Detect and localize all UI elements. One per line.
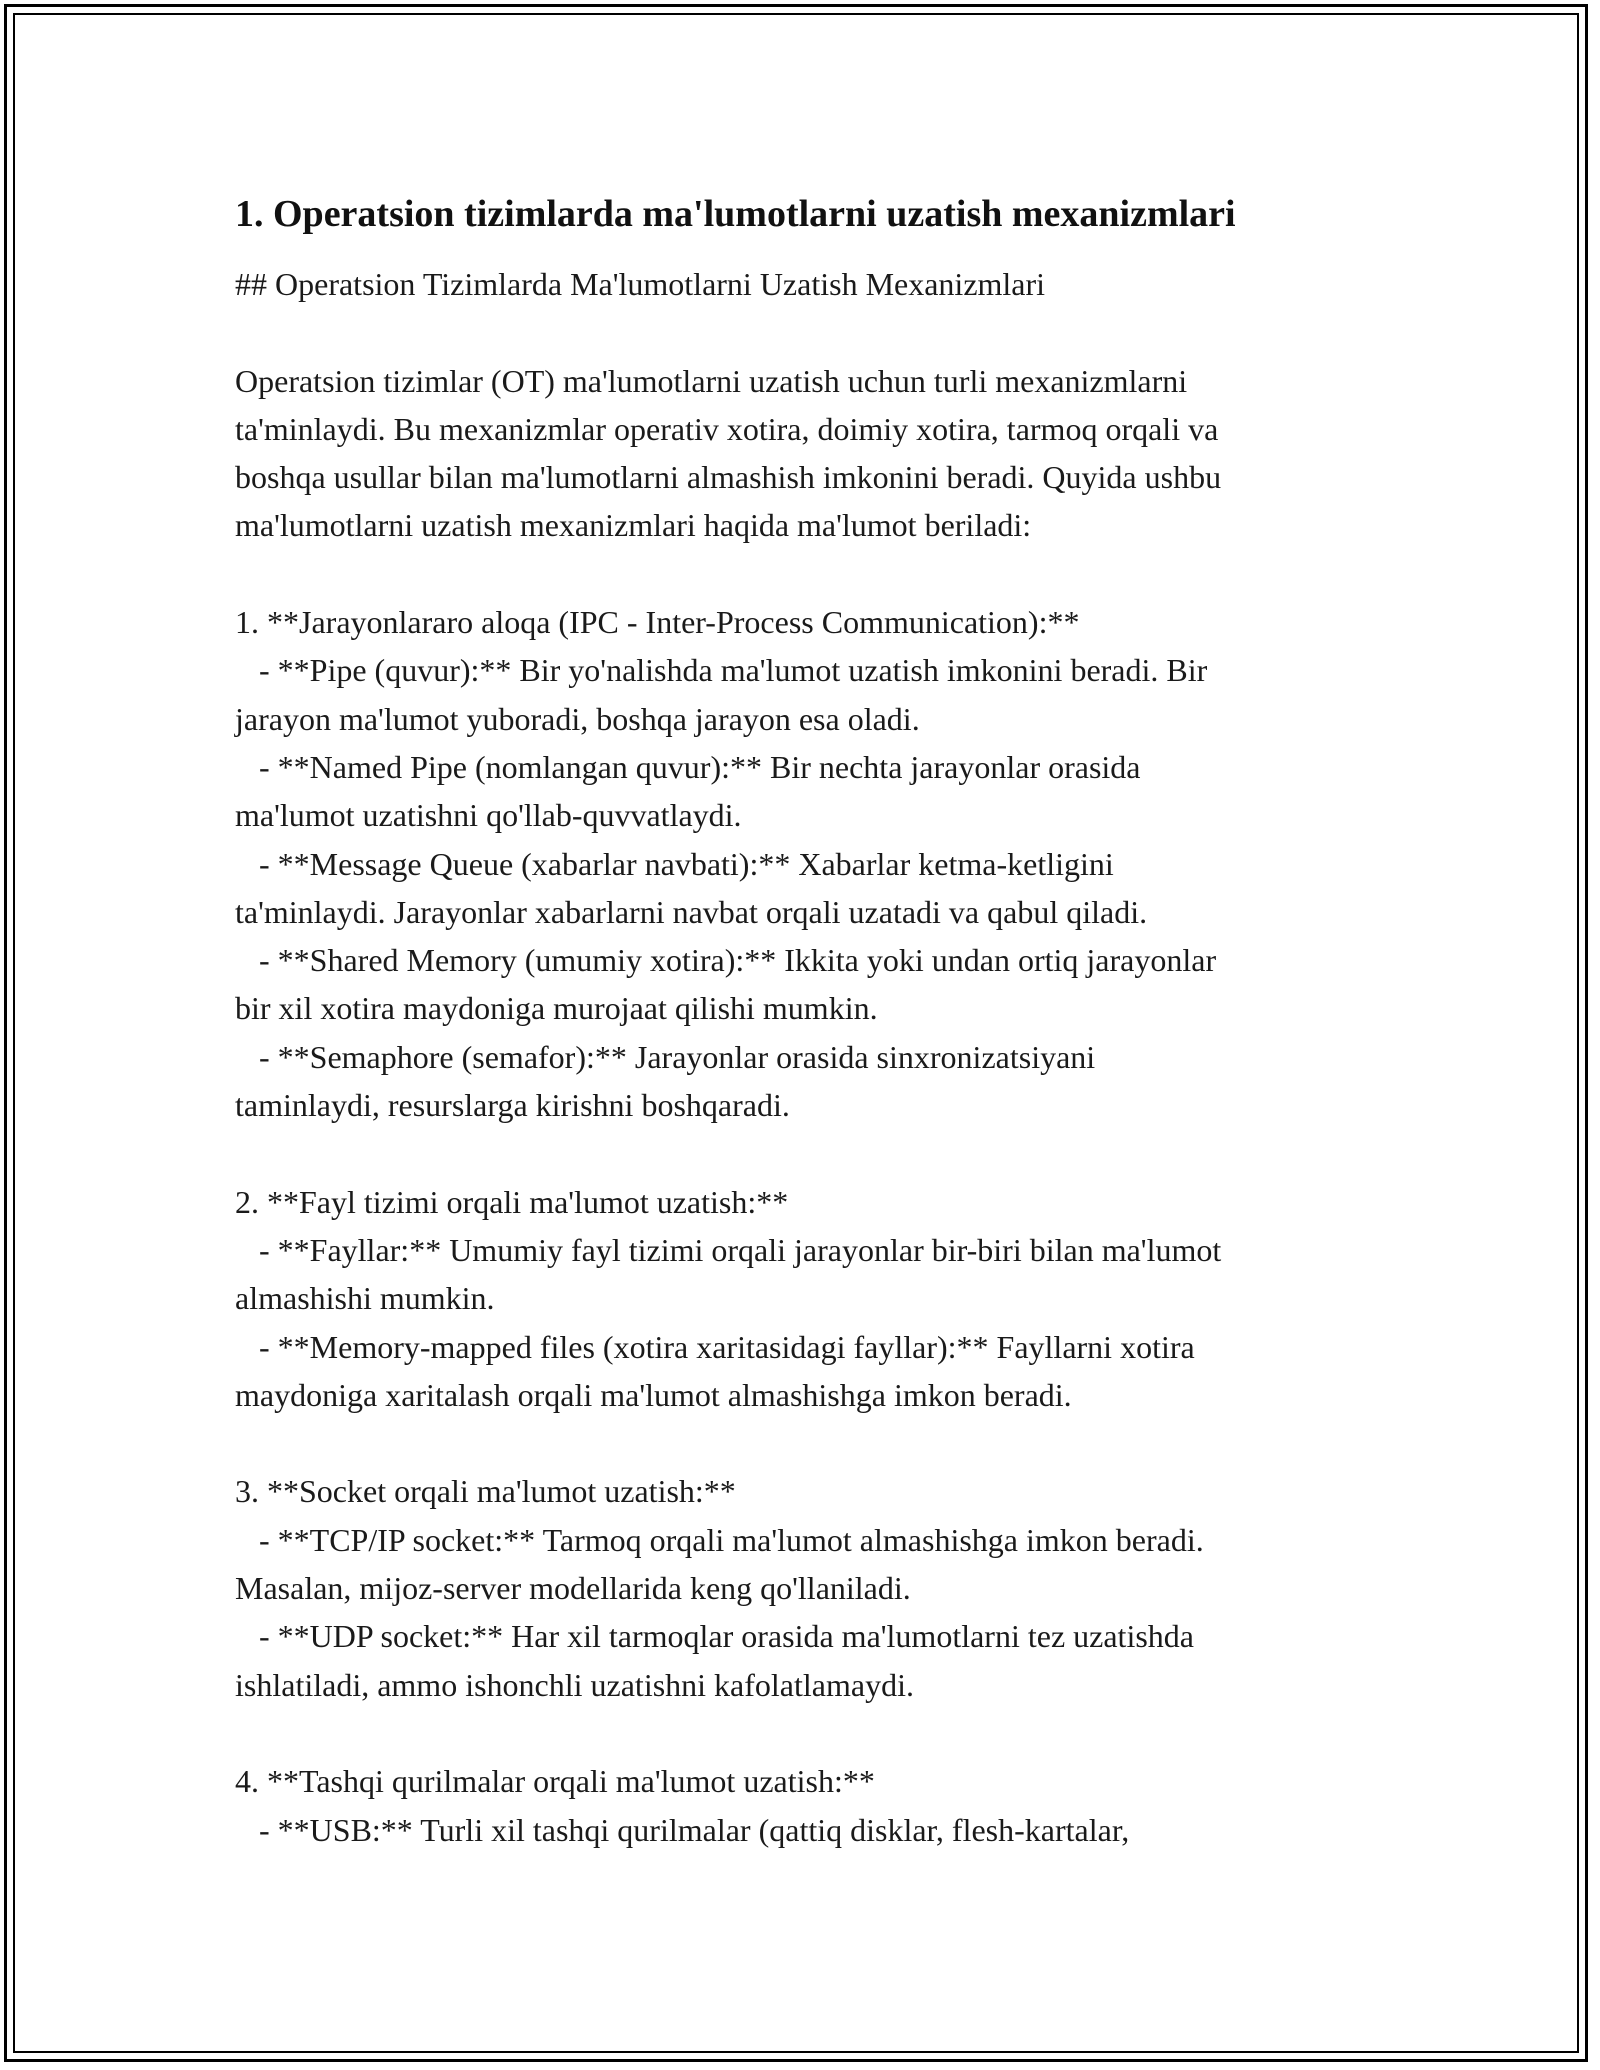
text-line: ta'minlaydi. Bu mexanizmlar operativ xotira, doimiy xotira, tarmoq orqali va xyxy=(235,410,1219,447)
text-line: jarayon ma'lumot yuboradi, boshqa jarayon esa oladi. xyxy=(235,700,920,737)
text-line xyxy=(235,1709,1415,1757)
text-line: - **Fayllar:** Umumiy fayl tizimi orqali jarayonlar bir-biri bilan ma'lumot xyxy=(235,1231,1222,1268)
document-body xyxy=(235,188,1415,1854)
text-line: ta'minlaydi. Jarayonlar xabarlarni navbat orqali uzatadi va qabul qiladi. xyxy=(235,893,1148,930)
text-line: Masalan, mijoz-server modellarida keng qo'llaniladi. xyxy=(235,1570,911,1607)
document-text xyxy=(235,260,1415,1854)
text-line: - **USB:** Turli xil tashqi qurilmalar (qattiq disklar, flesh-kartalar, xyxy=(235,1811,1130,1848)
text-line: - **UDP socket:** Har xil tarmoqlar orasida ma'lumotlarni tez uzatishda xyxy=(235,1618,1194,1655)
text-line: ishlatiladi, ammo ishonchli uzatishni kafolatlamaydi. xyxy=(235,1666,914,1703)
text-line xyxy=(235,1129,1415,1177)
text-line: - **Semaphore (semafor):** Jarayonlar orasida sinxronizatsiyani xyxy=(235,1038,1096,1075)
text-line: - **Pipe (quvur):** Bir yo'nalishda ma'lumot uzatish imkonini beradi. Bir xyxy=(235,652,1208,689)
text-line: ## Operatsion Tizimlarda Ma'lumotlarni Uzatish Mexanizmlari xyxy=(235,266,1046,302)
text-line: ma'lumotlarni uzatish mexanizmlari haqida ma'lumot beriladi: xyxy=(235,507,1032,544)
text-line xyxy=(235,308,1415,356)
text-line: - **Named Pipe (nomlangan quvur):** Bir nechta jarayonlar orasida xyxy=(235,748,1141,785)
text-line: Operatsion tizimlar (OT) ma'lumotlarni uzatish uchun turli mexanizmlarni xyxy=(235,362,1188,399)
text-line: - **Memory-mapped files (xotira xaritasidagi fayllar):** Fayllarni xotira xyxy=(235,1328,1195,1365)
text-line: - **Shared Memory (umumiy xotira):** Ikkita yoki undan ortiq jarayonlar xyxy=(235,942,1217,979)
text-line: 2. **Fayl tizimi orqali ma'lumot uzatish:** xyxy=(235,1183,789,1220)
text-line: ma'lumot uzatishni qo'llab-quvvatlaydi. xyxy=(235,797,742,834)
text-line xyxy=(235,550,1415,598)
text-line: taminlaydi, resurslarga kirishni boshqaradi. xyxy=(235,1087,790,1124)
text-line: maydoniga xaritalash orqali ma'lumot almashishga imkon beradi. xyxy=(235,1376,1072,1413)
text-line xyxy=(235,1419,1415,1467)
text-line: 1. **Jarayonlararo aloqa (IPC - Inter-Process Communication):** xyxy=(235,604,1080,641)
text-line: almashishi mumkin. xyxy=(235,1280,495,1317)
text-line: boshqa usullar bilan ma'lumotlarni almashish imkonini beradi. Quyida ushbu xyxy=(235,459,1222,496)
text-line: 4. **Tashqi qurilmalar orqali ma'lumot uzatish:** xyxy=(235,1763,875,1800)
text-line: bir xil xotira maydoniga murojaat qilishi mumkin. xyxy=(235,990,878,1027)
document-title: 1. Operatsion tizimlarda ma'lumotlarni uzatish mexanizmlari xyxy=(235,193,1236,235)
text-line: - **TCP/IP socket:** Tarmoq orqali ma'lumot almashishga imkon beradi. xyxy=(235,1521,1204,1558)
text-line: 3. **Socket orqali ma'lumot uzatish:** xyxy=(235,1473,736,1510)
text-line: - **Message Queue (xabarlar navbati):** Xabarlar ketma-ketligini xyxy=(235,845,1114,882)
